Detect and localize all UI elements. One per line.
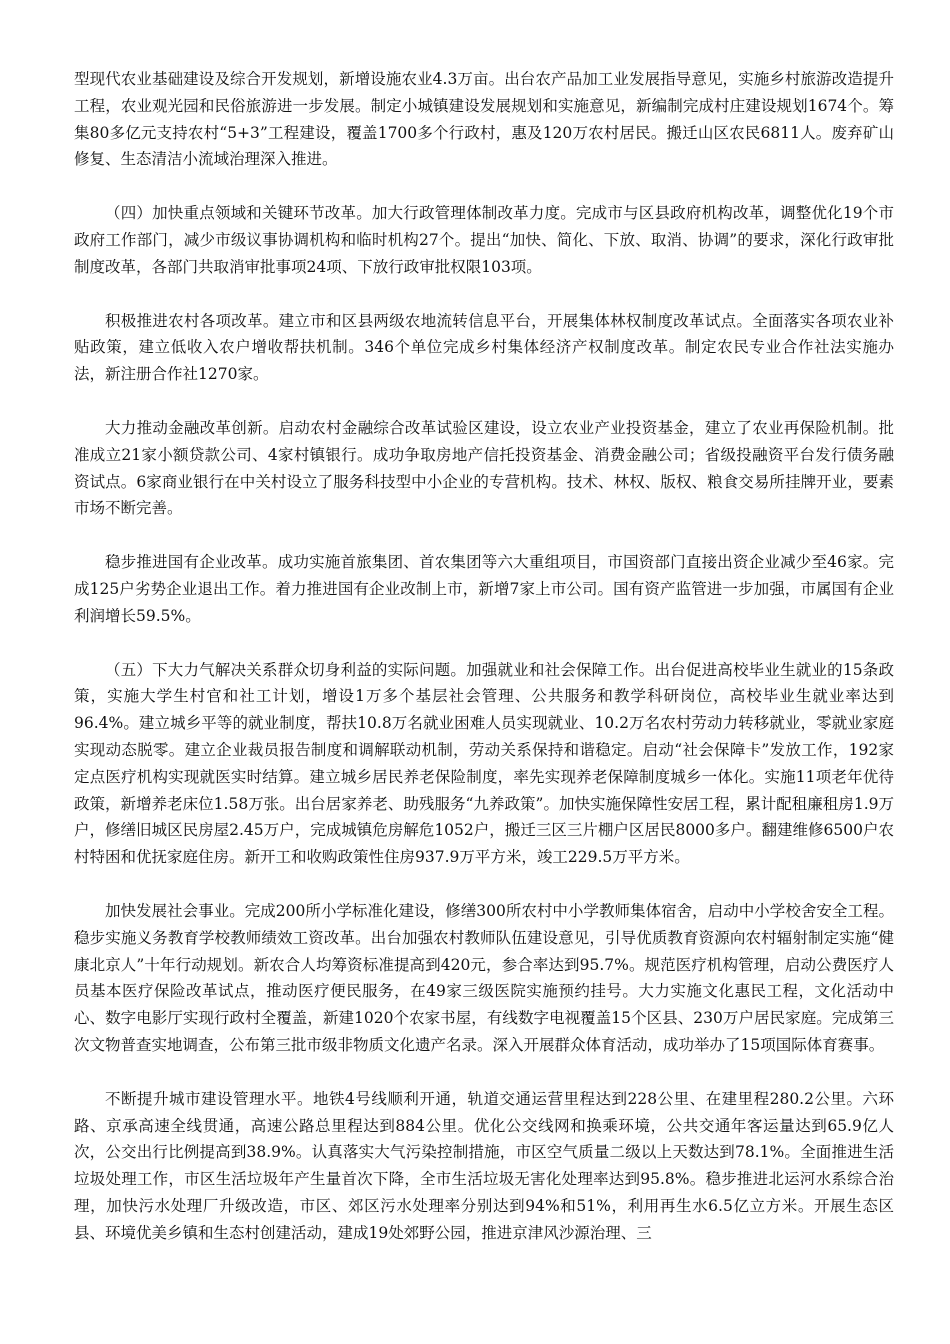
paragraph-livelihood: （五）下大力气解决关系群众切身利益的实际问题。加强就业和社会保障工作。出台促进高校毕业生就业的15条政策，实施大学生村官和社工计划，增设1万多个基层社会管理、公共服务和教学科研岗位，高校毕业生就业率达到96.4%。建立城乡平等的就业制度，帮扶10.8万名就业困难人员实现就业、10.2万名农村劳动力转移就业，零就业家庭实现动态脱零。建立企业裁员报告制度和调解联动机制，劳动关系保持和谐稳定。启动“社会保障卡”发放工作，192家定点医疗机构实现就医实时结算。建立城乡居民养老保险制度，率先实现养老保障制度城乡一体化。实施11项老年优待政策，新增养老床位1.58万张。出台居家养老、助残服务“九养政策”。加快实施保障性安居工程，累计配租廉租房1.9万户，修缮旧城区民房屋2.45万户，完成城镇危房解危1052户，搬迁三区三片棚户区居民8000多户。翻建维修6500户农村特困和优抚家庭住房。新开工和收购政策性住房937.9万平方米，竣工229.5万平方米。 (74, 660, 894, 867)
paragraph-key-reforms: （四）加快重点领域和关键环节改革。加大行政管理体制改革力度。完成市与区县政府机构改革，调整优化19个市政府工作部门，减少市级议事协调机构和临时机构27个。提出“加快、简化、下放、取消、协调”的要求，深化行政审批制度改革，各部门共取消审批事项24项、下放行政审批权限103项。 (74, 204, 894, 276)
paragraph-financial-reform: 大力推动金融改革创新。启动农村金融综合改革试验区建设，设立农业产业投资基金，建立了农业再保险机制。批准成立21家小额贷款公司、4家村镇银行。成功争取房地产信托投资基金、消费金融公司；省级投融资平台发行债务融资试点。6家商业银行在中关村设立了服务科技型中小企业的专营机构。技术、林权、版权、粮食交易所挂牌开业，要素市场不断完善。 (74, 418, 894, 518)
paragraph-social-undertakings: 加快发展社会事业。完成200所小学标准化建设，修缮300所农村中小学教师集体宿舍，启动中小学校舍安全工程。稳步实施义务教育学校教师绩效工资改革。出台加强农村教师队伍建设意见，引导优质教育资源向农村辐射制定实施“健康北京人”十年行动规划。新农合人均筹资标准提高到420元，参合率达到95.7%。规范医疗机构管理，启动公费医疗人员基本医疗保险改革试点，推动医疗便民服务，在49家三级医院实施预约挂号。大力实施文化惠民工程，文化活动中心、数字电影厅实现行政村全覆盖，新建1020个农家书屋，有线数字电视覆盖15个区县、230万户居民家庭。完成第三次文物普查实地调查，公布第三批市级非物质文化遗产名录。深入开展群众体育活动，成功举办了15项国际体育赛事。 (74, 901, 894, 1054)
paragraph-urban-management: 不断提升城市建设管理水平。地铁4号线顺利开通，轨道交通运营里程达到228公里、在建里程280.2公里。六环路、京承高速全线贯通，高速公路总里程达到884公里。优化公交线网和换乘环境，公共交通年客运量达到65.9亿人次，公交出行比例提高到38.9%。认真落实大气污染控制措施，市区空气质量二级以上天数达到78.1%。全面推进生活垃圾处理工作，市区生活垃圾年产生量首次下降，全市生活垃圾无害化处理率达到95.8%。稳步推进北运河水系综合治理，加快污水处理厂升级改造，市区、郊区污水处理率分别达到94%和51%，利用再生水6.5亿立方米。开展生态区县、环境优美乡镇和生态村创建活动，建成19处郊野公园，推进京津风沙源治理、三 (74, 1089, 894, 1242)
paragraph-soe-reform: 稳步推进国有企业改革。成功实施首旅集团、首农集团等六大重组项目，市国资部门直接出资企业减少至46家。完成125户劣势企业退出工作。着力推进国有企业改制上市，新增7家上市公司。国有资产监管进一步加强，市属国有企业利润增长59.5%。 (74, 553, 894, 625)
paragraph-rural-reforms: 积极推进农村各项改革。建立市和区县两级农地流转信息平台，开展集体林权制度改革试点。全面落实各项农业补贴政策，建立低收入农户增收帮扶机制。346个单位完成乡村集体经济产权制度改革。制定农民专业合作社法实施办法，新注册合作社1270家。 (74, 311, 894, 384)
paragraph-agriculture-continued: 型现代农业基础建设及综合开发规划，新增设施农业4.3万亩。出台农产品加工业发展指导意见，实施乡村旅游改造提升工程，农业观光园和民俗旅游进一步发展。制定小城镇建设发展规划和实施意见，新编制完成村庄建设规划1674个。筹集80多亿元支持农村“5+3”工程建设，覆盖1700多个行政村，惠及120万农村居民。搬迁山区农民6811人。废弃矿山修复、生态清洁小流域治理深入推进。 (74, 70, 894, 169)
